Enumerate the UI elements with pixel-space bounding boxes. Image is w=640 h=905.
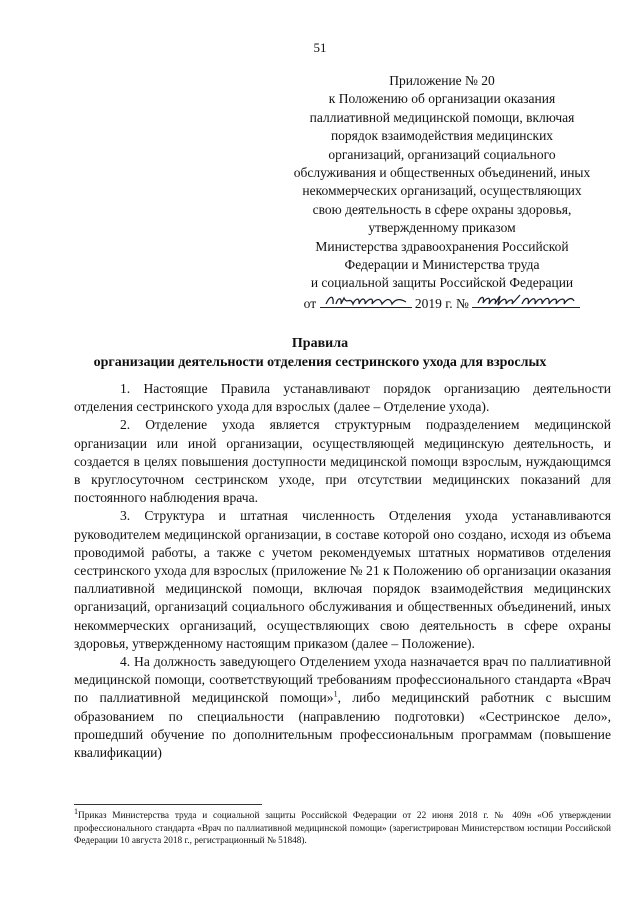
handwritten-date-field — [320, 293, 412, 308]
appendix-line: утвержденному приказом — [368, 220, 516, 236]
handwritten-number-field — [472, 293, 580, 308]
appendix-header — [262, 72, 622, 313]
footnote-text: Приказ Министерства труда и социальной защиты Российской Федерации от 22 июня 2018 г. № 409н «Об утверждении профессионального стандарта «Врач по паллиативной медицинской помощи» (зарегистрирован Министерством юстиции Российской Федерации 10 августа 2018 г., регистрационный № 51848). — [74, 811, 611, 847]
paragraph-4 — [74, 653, 611, 762]
appendix-line: организаций, организаций социального — [328, 146, 556, 162]
footnote-divider — [74, 804, 262, 805]
appendix-line: порядок взаимодействия медицинских — [330, 128, 554, 144]
appendix-line: к Положению об организации оказания — [328, 91, 556, 107]
appendix-line: обслуживания и общественных объединений, иных — [293, 165, 591, 181]
handwritten-date-signature — [324, 293, 408, 307]
footnote-marker: 1 — [74, 806, 78, 816]
order-date-number-line — [262, 293, 622, 313]
paragraph-3: 3. Структура и штатная численность Отделения ухода устанавливаются руководителем медицинской организации, в составе которой оно создано, исходя из объема проводимой работы, а также с учетом рекомендуемых штатных нормативов отделения сестринского ухода для взрослых (приложение № 21 к Положению об организации оказания паллиативной медицинской помощи, включая порядок взаимодействия медицинских организаций, организаций социального обслуживания и общественных объединений, иных некоммерческих организаций, осуществляющих свою деятельность в сфере охраны здоровья, утвержденному настоящим приказом (далее – Положение). — [74, 508, 611, 651]
appendix-line: Министерства здравоохранения Российской — [315, 238, 569, 254]
footnote — [74, 806, 611, 848]
title-line-1: Правила — [291, 336, 349, 351]
appendix-line: и социальной защиты Российской Федерации — [310, 275, 574, 291]
footnote-reference: 1 — [333, 689, 338, 699]
appendix-line: свою деятельность в сфере охраны здоровья, — [312, 201, 572, 217]
page-number: 51 — [313, 40, 327, 55]
handwritten-number-signature — [476, 293, 576, 307]
document-title — [0, 334, 640, 372]
appendix-line: Приложение № 20 — [389, 73, 495, 88]
title-line-2: организации деятельности отделения сестринского ухода для взрослых — [93, 355, 547, 370]
paragraph-4-text-a: 4. На должность заведующего Отделением ухода назначается врач по паллиативной медицинской помощи, соответствующий требованиям профессионального стандарта «Врач по паллиативной медицинской помощи» — [74, 654, 611, 706]
document-body — [74, 380, 611, 762]
appendix-line: некоммерческих организаций, осуществляющих — [302, 183, 582, 199]
paragraph-2: 2. Отделение ухода является структурным подразделением медицинской организации или иной организации, осуществляющей медицинскую деятельность, и создается в целях повышения доступности медицинской помощи взрослым, нуждающимся в круглосуточном сестринском уходе, при отсутствии медицинских показаний для постоянного наблюдения врача. — [74, 417, 611, 506]
appendix-line: паллиативной медицинской помощи, включая — [309, 109, 575, 125]
paragraph-4-text-b: , либо медицинский работник с высшим образованием по специальности (направлению подготовки) «Сестринское дело», прошедший обучение по дополнительным профессиональным программам (повышение квалификации) — [74, 690, 611, 761]
appendix-line: Федерации и Министерства труда — [344, 257, 540, 273]
order-date-prefix: от — [303, 295, 317, 311]
paragraph-1: 1. Настоящие Правила устанавливают порядок организацию деятельности отделения сестринского ухода для взрослых (далее – Отделение ухода). — [74, 381, 611, 415]
order-year-label: 2019 г. № — [414, 295, 469, 311]
